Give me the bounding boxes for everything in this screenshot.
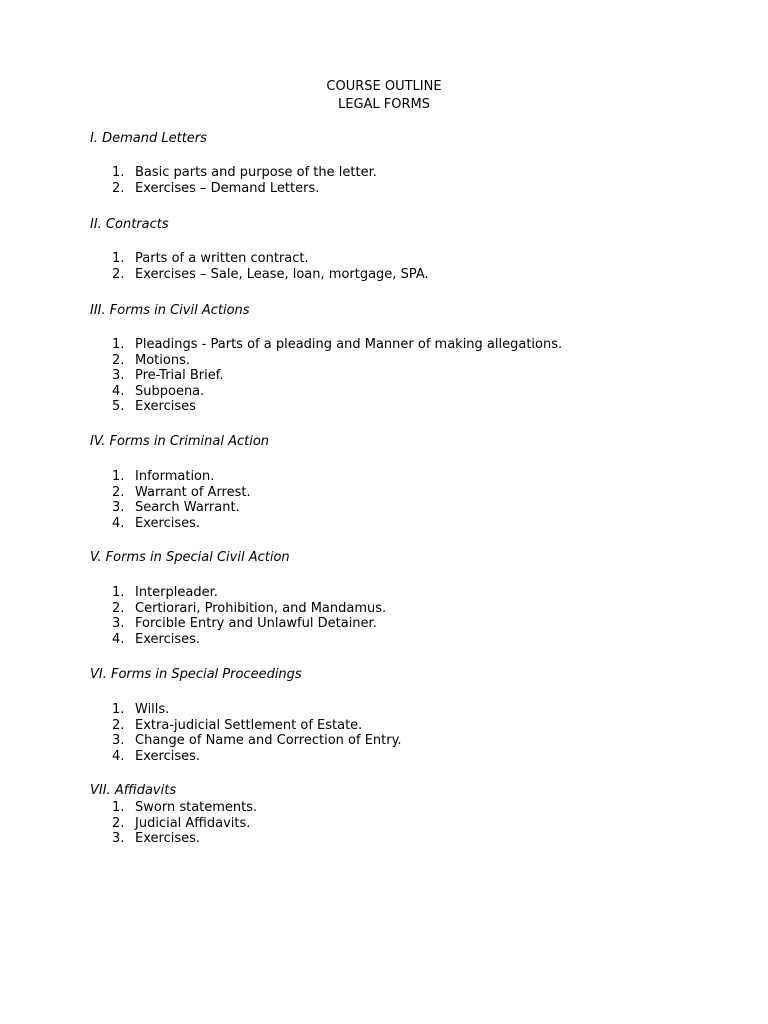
- list-item-text: Certiorari, Prohibition, and Mandamus.: [135, 600, 387, 616]
- list-item: [90, 749, 710, 765]
- title-line-1: COURSE OUTLINE: [326, 79, 442, 94]
- list-item: [90, 399, 710, 415]
- list-item: [90, 632, 710, 648]
- list-item-number: 2.: [112, 180, 125, 196]
- outline-section: [90, 666, 710, 764]
- outline-section: [90, 302, 710, 415]
- list-item: [90, 601, 710, 617]
- outline-section: [90, 782, 710, 847]
- list-item-text: Wills.: [135, 702, 170, 717]
- section-item-list: [90, 251, 710, 282]
- list-item-text: Subpoena.: [135, 383, 205, 399]
- list-item-text: Exercises.: [135, 748, 200, 764]
- list-item-text: Basic parts and purpose of the letter.: [135, 165, 377, 180]
- list-item-text: Exercises.: [135, 631, 200, 647]
- list-item-number: 2.: [112, 266, 125, 282]
- list-item-number: 2.: [112, 352, 125, 368]
- list-item-text: Extra-judicial Settlement of Estate.: [135, 717, 363, 733]
- list-item-number: 1.: [112, 469, 125, 484]
- section-heading: I. Demand Letters: [90, 131, 207, 146]
- list-item: [90, 585, 710, 601]
- list-item-text: Exercises.: [135, 831, 200, 846]
- list-item-number: 1.: [112, 702, 125, 717]
- list-item: [90, 251, 710, 267]
- section-item-list: [90, 469, 710, 531]
- list-item-text: Exercises – Demand Letters.: [135, 180, 320, 196]
- list-item: [90, 800, 710, 816]
- outline-section: [90, 216, 710, 282]
- list-item: [90, 165, 710, 181]
- list-item: [90, 516, 710, 532]
- list-item-text: Exercises: [135, 399, 196, 414]
- list-item-text: Motions.: [135, 352, 190, 368]
- list-item-text: Sworn statements.: [135, 800, 258, 815]
- list-item-number: 4.: [112, 748, 125, 764]
- list-item: [90, 485, 710, 501]
- list-item: [90, 384, 710, 400]
- section-item-list: [90, 702, 710, 764]
- section-heading: V. Forms in Special Civil Action: [90, 550, 290, 565]
- list-item: [90, 733, 710, 749]
- list-item-text: Exercises.: [135, 515, 200, 531]
- list-item-number: 2.: [112, 815, 125, 831]
- section-item-list: [90, 800, 710, 847]
- list-item-text: Judicial Affidavits.: [135, 815, 251, 831]
- list-item-text: Forcible Entry and Unlawful Detainer.: [135, 616, 377, 631]
- section-heading: VII. Affidavits: [90, 783, 177, 798]
- list-item-number: 1.: [112, 251, 125, 266]
- list-item: [90, 337, 710, 353]
- list-item-number: 2.: [112, 484, 125, 500]
- section-heading: VI. Forms in Special Proceedings: [90, 667, 302, 682]
- list-item-number: 2.: [112, 600, 125, 616]
- list-item-number: 3.: [112, 368, 125, 383]
- list-item: [90, 718, 710, 734]
- list-item-number: 1.: [112, 165, 125, 180]
- document-title: [0, 78, 768, 114]
- section-item-list: [90, 585, 710, 647]
- list-item-number: 4.: [112, 515, 125, 531]
- list-item-text: Warrant of Arrest.: [135, 484, 251, 500]
- list-item: [90, 500, 710, 516]
- title-line-2: LEGAL FORMS: [337, 97, 430, 112]
- list-item: [90, 353, 710, 369]
- list-item-number: 3.: [112, 616, 125, 631]
- list-item-number: 2.: [112, 717, 125, 733]
- list-item-number: 1.: [112, 585, 125, 600]
- list-item-text: Pre-Trial Brief.: [135, 368, 224, 383]
- list-item-text: Change of Name and Correction of Entry.: [135, 733, 402, 748]
- list-item: [90, 469, 710, 485]
- list-item-text: Parts of a written contract.: [135, 251, 309, 266]
- list-item-text: Search Warrant.: [135, 500, 240, 515]
- list-item-text: Exercises – Sale, Lease, loan, mortgage, SPA.: [135, 266, 429, 282]
- list-item-number: 3.: [112, 733, 125, 748]
- list-item: [90, 616, 710, 632]
- list-item-number: 1.: [112, 337, 125, 352]
- list-item: [90, 702, 710, 718]
- list-item-number: 4.: [112, 631, 125, 647]
- list-item-number: 4.: [112, 383, 125, 399]
- section-heading: IV. Forms in Criminal Action: [90, 434, 270, 449]
- outline-section: [90, 433, 710, 531]
- list-item: [90, 368, 710, 384]
- list-item: [90, 831, 710, 847]
- list-item: [90, 181, 710, 197]
- list-item-number: 3.: [112, 500, 125, 515]
- list-item-text: Information.: [135, 469, 215, 484]
- list-item: [90, 267, 710, 283]
- list-item-number: 5.: [112, 399, 125, 414]
- list-item: [90, 816, 710, 832]
- section-heading: II. Contracts: [90, 217, 169, 232]
- outline-section: [90, 549, 710, 647]
- outline-section: [90, 130, 710, 196]
- list-item-number: 1.: [112, 800, 125, 815]
- section-item-list: [90, 165, 710, 196]
- list-item-number: 3.: [112, 831, 125, 846]
- section-item-list: [90, 337, 710, 415]
- list-item-text: Pleadings - Parts of a pleading and Manner of making allegations.: [135, 337, 563, 352]
- list-item-text: Interpleader.: [135, 585, 218, 600]
- section-heading: III. Forms in Civil Actions: [90, 303, 250, 318]
